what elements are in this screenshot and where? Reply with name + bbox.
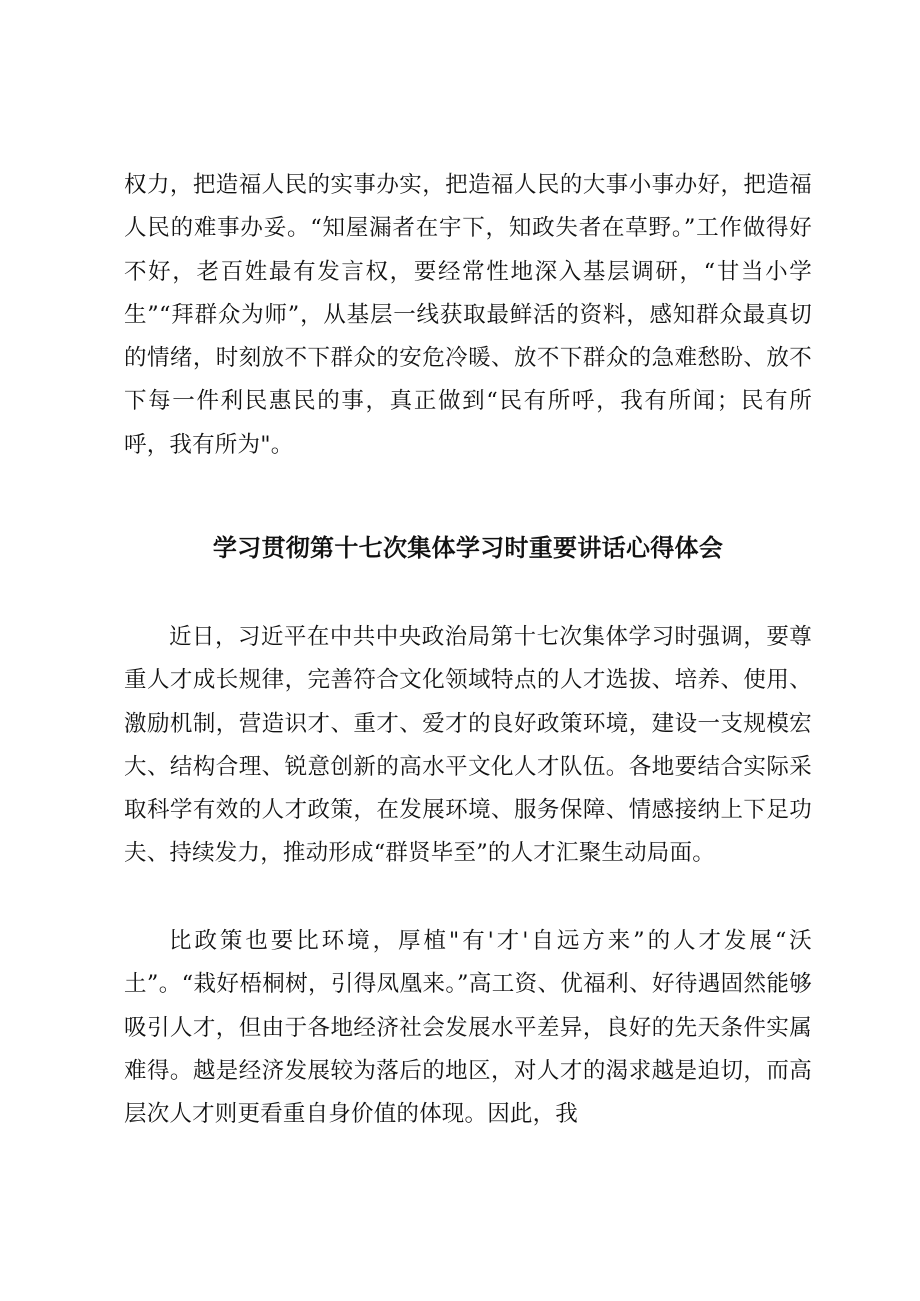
article-title: 学习贯彻第十七次集体学习时重要讲话心得体会 [212, 534, 724, 562]
paragraph-intro: 近日，习近平在中共中央政治局第十七次集体学习时强调，要尊重人才成长规律，完善符合文化领域特点的人才选拔、培养、使用、激励机制，营造识才、重才、爱才的良好政策环境，建设一支规模宏大、结构合理、锐意创新的高水平文化人才队伍。各地要结合实际采取科学有效的人才政策，在发展环境、服务保障、情感接纳上下足功夫、持续发力，推动形成“群贤毕至”的人才汇聚生动局面。 [124, 624, 812, 867]
paragraph-continued: 权力，把造福人民的实事办实，把造福人民的大事小事办好，把造福人民的难事办妥。“知屋漏者在宇下，知政失者在草野。”工作做得好不好，老百姓最有发言权，要经常性地深入基层调研，“甘当小学生”“拜群众为师”，从基层一线获取最鲜活的资料，感知群众最真切的情绪，时刻放不下群众的安危冷暖、放不下群众的急难愁盼、放不下每一件利民惠民的事，真正做到“民有所呼，我有所闻；民有所呼，我有所为"。 [124, 172, 812, 458]
paragraph-environment: 比政策也要比环境，厚植"有'才'自远方来”的人才发展“沃土”。“栽好梧桐树，引得凤凰来。”高工资、优福利、好待遇固然能够吸引人才，但由于各地经济社会发展水平差异，良好的先天条件实属难得。越是经济发展较为落后的地区，对人才的渴求越是迫切，而高层次人才则更看重自身价值的体现。因此，我 [124, 928, 812, 1128]
